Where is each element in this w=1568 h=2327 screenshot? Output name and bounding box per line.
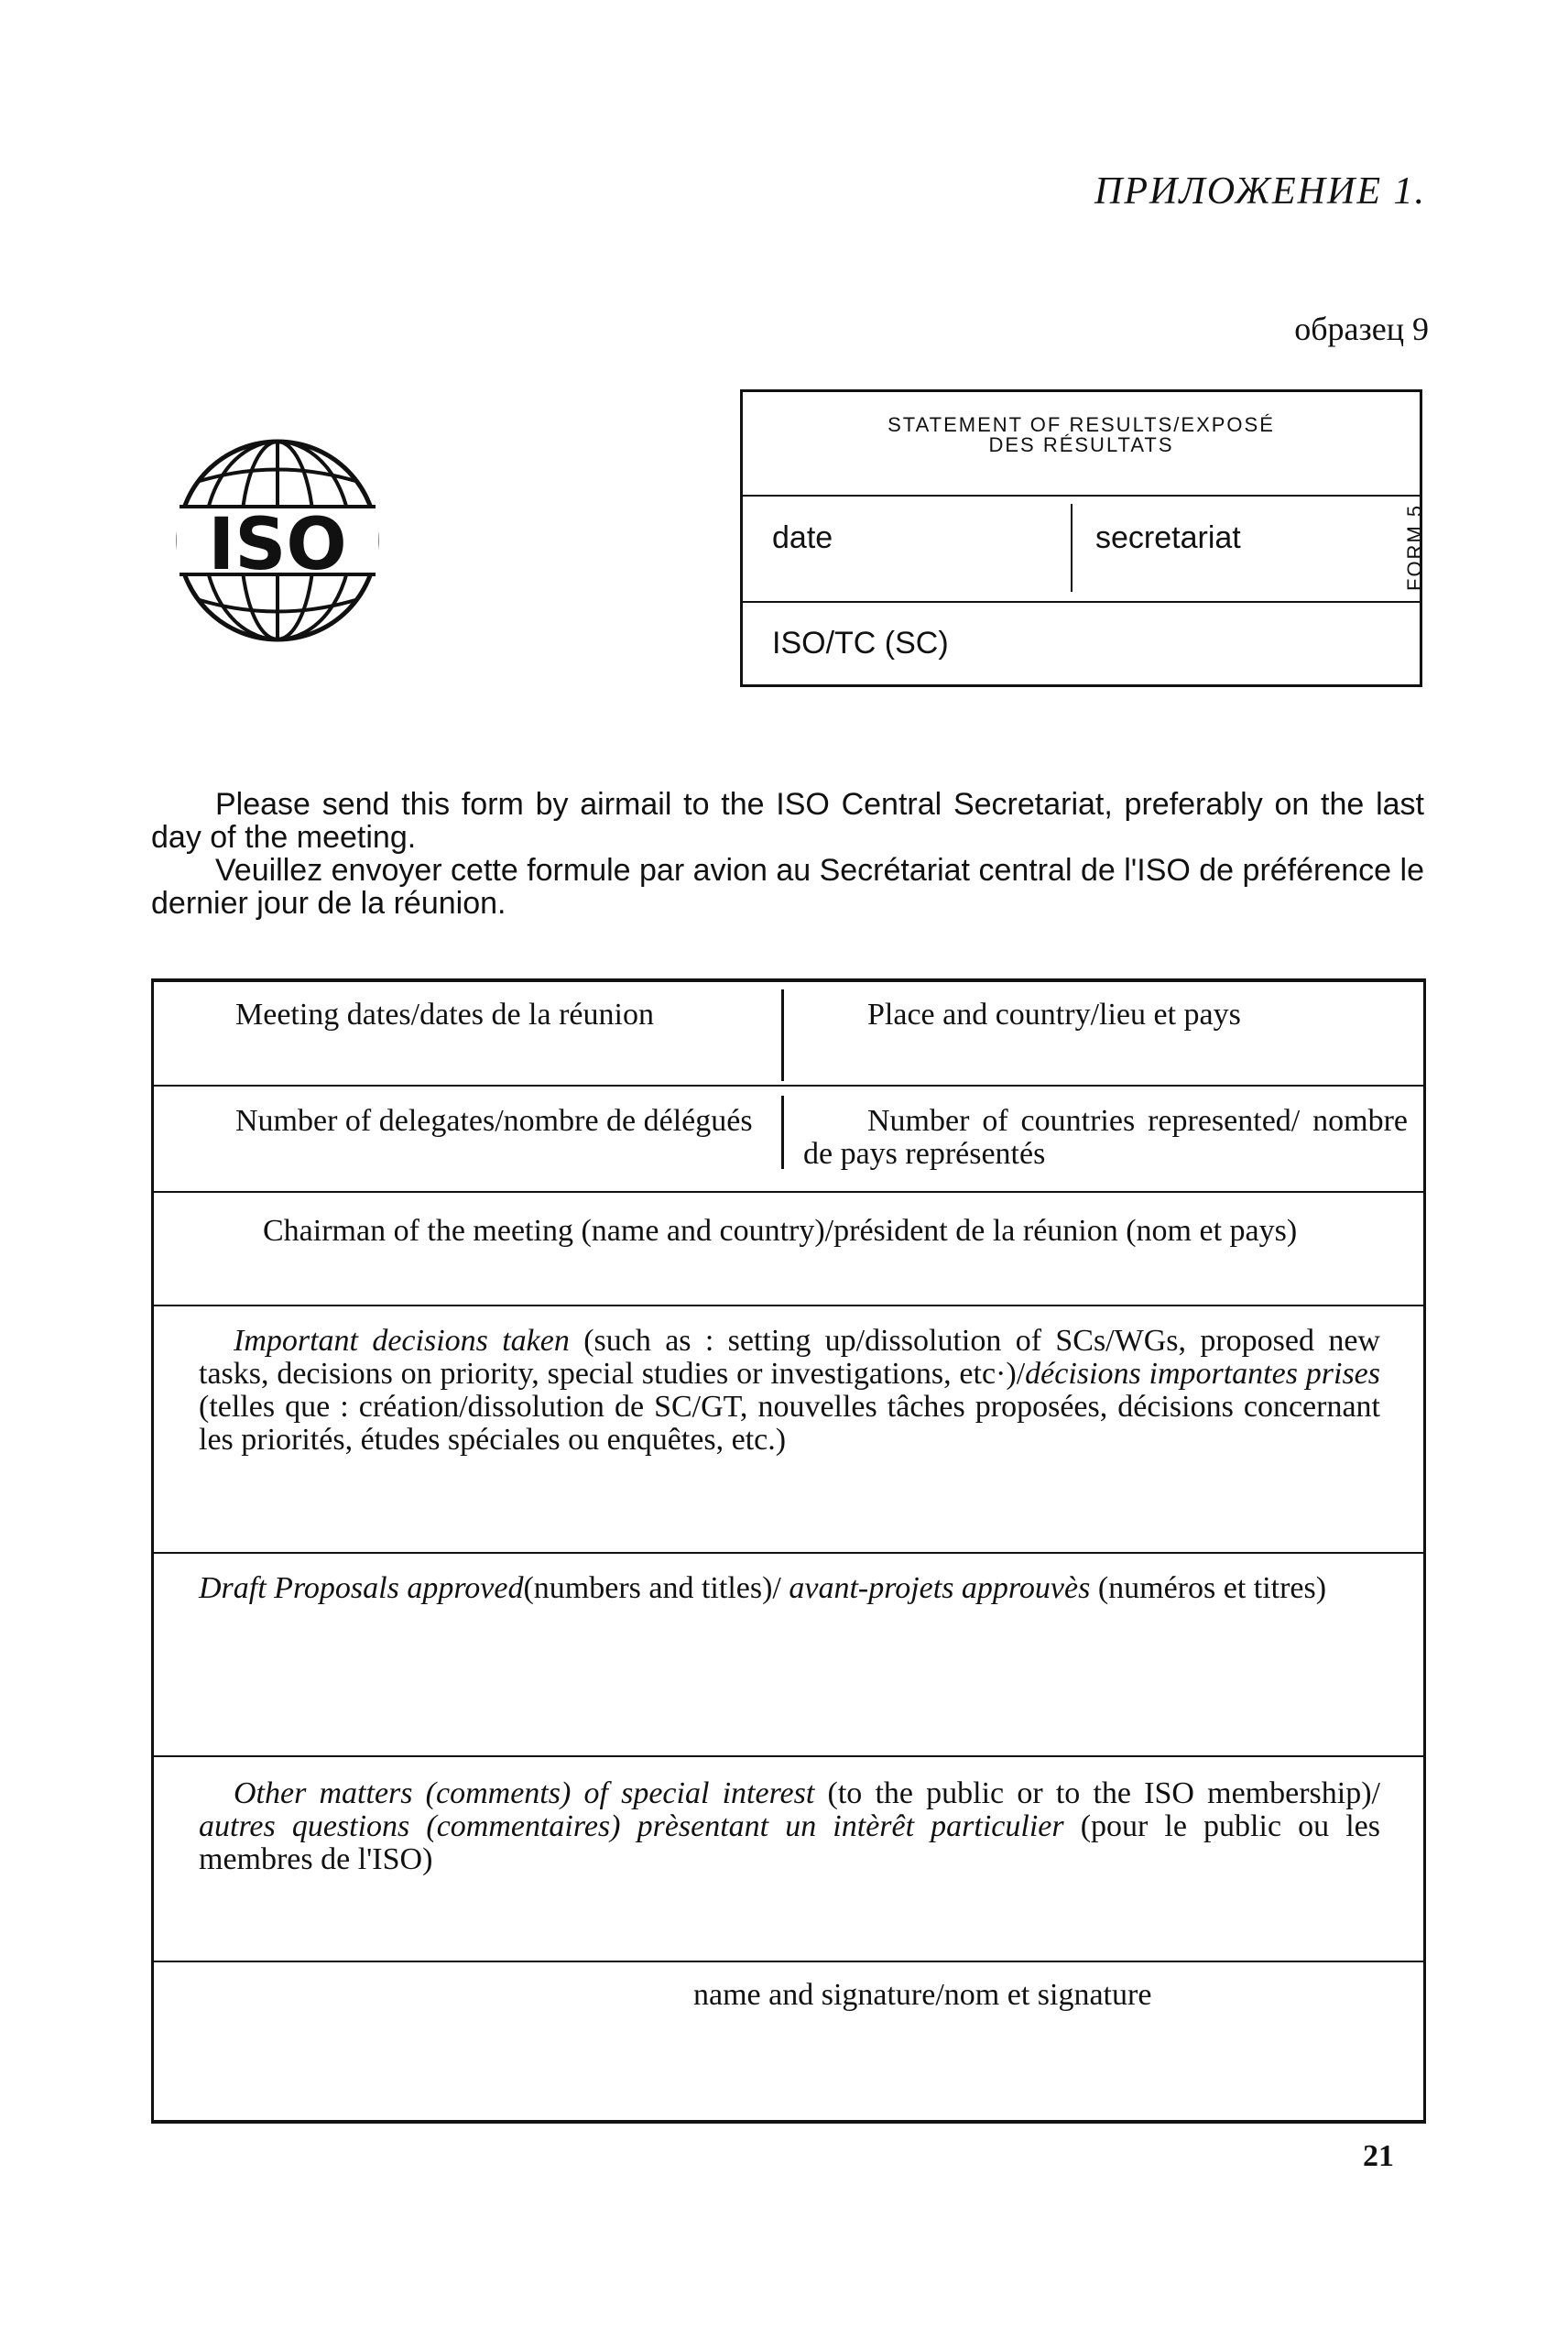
divider bbox=[1071, 504, 1073, 592]
draft-text bbox=[199, 1572, 1380, 1605]
other-matters-cell bbox=[199, 1777, 1380, 1876]
chairman-label: Chairman of the meeting (name and country)/président de la réunion (nom et pays) bbox=[263, 1214, 1298, 1248]
divider bbox=[151, 1961, 1426, 1962]
form-number-label: FORM 5 bbox=[1403, 503, 1426, 591]
divider bbox=[151, 1755, 1426, 1757]
decisions-cell bbox=[199, 1325, 1380, 1457]
form-border bbox=[151, 978, 154, 2124]
decisions-text bbox=[199, 1325, 1380, 1457]
countries-label: Number of countries represented/ nombre de pays représentés bbox=[803, 1104, 1408, 1171]
divider bbox=[151, 1552, 1426, 1554]
date-field-label: date bbox=[772, 520, 833, 555]
results-form bbox=[151, 978, 1426, 2124]
page-number: 21 bbox=[1363, 2139, 1394, 2173]
instructions bbox=[151, 788, 1424, 920]
other-matters-text bbox=[199, 1777, 1380, 1876]
decisions-title-en: Important decisions taken bbox=[234, 1324, 570, 1358]
divider bbox=[151, 978, 1426, 982]
iso-logo bbox=[172, 435, 383, 646]
decisions-text-fr: (telles que : création/dissolution de SC/GT, nouvelles tâches proposées, décisions concernant les priorités, études spéciales ou enquêtes, etc.) bbox=[199, 1390, 1380, 1457]
divider bbox=[743, 601, 1420, 603]
place-country-label: Place and country/lieu et pays bbox=[867, 998, 1241, 1032]
other-title-fr: autres questions (commentaires) prèsentant un intèrêt particulier bbox=[199, 1809, 1064, 1843]
other-title-en: Other matters (comments) of special interest bbox=[234, 1776, 815, 1810]
draft-text-fr: (numéros et titres) bbox=[1090, 1571, 1327, 1605]
delegates-cell bbox=[151, 1105, 767, 1138]
appendix-heading: ПРИЛОЖЕНИЕ 1. bbox=[1094, 170, 1426, 213]
form-border bbox=[1423, 978, 1426, 2124]
instructions-english: Please send this form by airmail to the ISO Central Secretariat, preferably on the last day of the meeting. bbox=[151, 787, 1424, 855]
sample-number: образец 9 bbox=[1294, 311, 1429, 347]
delegates-label: Number of delegates/nombre de délégués bbox=[235, 1104, 753, 1138]
chairman-cell bbox=[199, 1215, 1380, 1248]
divider bbox=[151, 1191, 1426, 1193]
draft-title-en: Draft Proposals approved bbox=[199, 1571, 524, 1605]
logo-text: ISO bbox=[208, 504, 347, 586]
countries-cell bbox=[803, 1105, 1408, 1171]
other-text-fr: (pour le public ou les membres de l'ISO) bbox=[199, 1809, 1380, 1876]
form-label-container bbox=[1403, 490, 1431, 595]
decisions-title-fr: décisions importantes prises bbox=[1025, 1357, 1380, 1391]
statement-title-line1: STATEMENT OF RESULTS/EXPOSÉ bbox=[887, 413, 1275, 436]
statement-title-line2: DES RÉSULTATS bbox=[988, 433, 1174, 456]
divider bbox=[151, 2120, 1426, 2124]
statement-box bbox=[740, 389, 1420, 687]
decisions-text-en: (such as : setting up/dissolution of SCs/WGs, proposed new tasks, decisions on priority, special studies or investigations, etc·)/ bbox=[199, 1324, 1380, 1391]
draft-text-en: (numbers and titles)/ bbox=[523, 1571, 789, 1605]
instructions-french: Veuillez envoyer cette formule par avion au Secrétariat central de l'ISO de préférence le dernier jour de la réunion. bbox=[151, 853, 1424, 921]
draft-title-fr: avant-projets approuvès bbox=[789, 1571, 1091, 1605]
divider bbox=[781, 989, 784, 1081]
divider bbox=[743, 495, 1420, 497]
divider bbox=[151, 1305, 1426, 1306]
divider bbox=[781, 1096, 784, 1169]
meeting-dates-label: Meeting dates/dates de la réunion bbox=[235, 998, 654, 1032]
divider bbox=[151, 1085, 1426, 1087]
committee-field-label: ISO/TC (SC) bbox=[772, 626, 949, 661]
secretariat-field-label: secretariat bbox=[1095, 520, 1241, 555]
other-text-en: (to the public or to the ISO membership)/ bbox=[814, 1776, 1380, 1810]
signature-label: name and signature/nom et signature bbox=[693, 1978, 1152, 2012]
statement-title bbox=[743, 415, 1420, 455]
draft-cell bbox=[199, 1572, 1380, 1605]
